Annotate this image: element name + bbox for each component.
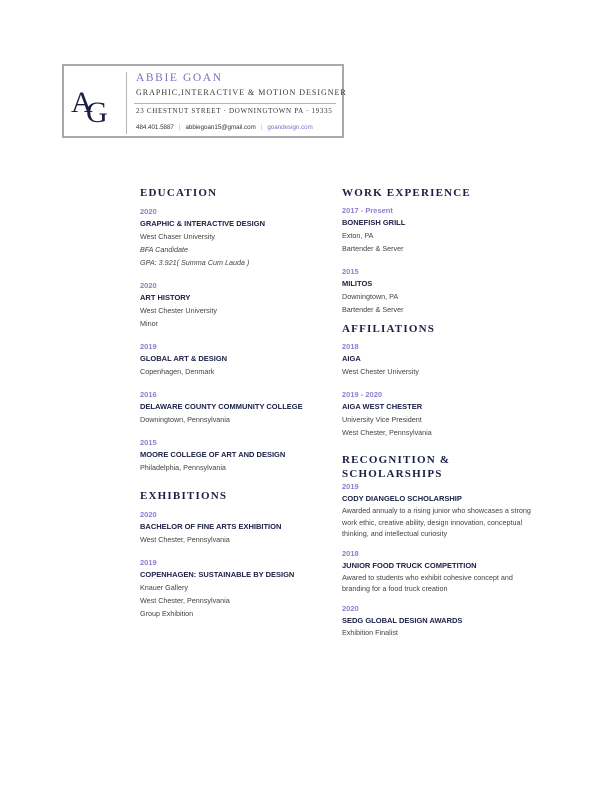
entry-line: Minor (140, 319, 158, 328)
entry-line: BFA Candidate (140, 245, 188, 254)
entry-year: 2016 (140, 390, 157, 399)
contact-separator: | (260, 124, 263, 131)
entry-line: Downingtown, Pennsylvania (140, 415, 230, 424)
entry-name: MILITOS (342, 279, 373, 288)
entry-year: 2020 (140, 510, 157, 519)
entry-year: 2019 - 2020 (342, 390, 383, 399)
header-website[interactable]: goandesign.com (267, 124, 313, 131)
entry-line: Philadelphia, Pennsylvania (140, 463, 226, 472)
entry-line: GPA: 3.921( Summa Cum Lauda ) (140, 258, 250, 267)
education-entry (140, 341, 340, 378)
recognition-entry (342, 603, 542, 639)
entry-year: 2019 (342, 482, 359, 491)
entry-year: 2019 (140, 558, 157, 567)
entry-line: Bartender & Server (342, 244, 404, 253)
work-entry (342, 205, 542, 255)
header-phone: 484.401.5887 (136, 124, 174, 131)
recognition-entry (342, 548, 542, 595)
education-entry (140, 389, 340, 426)
entry-year: 2018 (342, 342, 359, 351)
entry-year: 2020 (140, 281, 157, 290)
entry-name: CODY DIANGELO SCHOLARSHIP (342, 494, 462, 503)
entry-line: West Chester University (140, 306, 217, 315)
header-vertical-divider (126, 72, 127, 134)
entry-name: BONEFISH GRILL (342, 218, 406, 227)
exhibitions-heading: EXHIBITIONS (140, 490, 228, 502)
education-entry (140, 206, 340, 269)
entry-name: ART HISTORY (140, 293, 191, 302)
entry-name: MOORE COLLEGE OF ART AND DESIGN (140, 450, 286, 459)
left-column (140, 186, 340, 631)
entry-line: West Chester, Pennsylvania (342, 428, 432, 437)
entry-name: BACHELOR OF FINE ARTS EXHIBITION (140, 522, 282, 531)
contact-separator: | (178, 124, 181, 131)
entry-line: West Chaser University (140, 232, 215, 241)
svg-text:G: G (86, 96, 108, 128)
work-entry (342, 266, 542, 316)
entry-name: GLOBAL ART & DESIGN (140, 354, 228, 363)
recognition-heading-line1: RECOGNITION & (342, 454, 451, 466)
affiliation-entry (342, 389, 542, 439)
entry-name: GRAPHIC & INTERACTIVE DESIGN (140, 219, 266, 228)
entry-year: 2015 (140, 438, 157, 447)
entry-name: SEDG GLOBAL DESIGN AWARDS (342, 615, 463, 625)
recognition-heading (342, 453, 542, 481)
entry-name: AIGA (342, 354, 361, 363)
entry-name: DELAWARE COUNTY COMMUNITY COLLEGE (140, 402, 303, 411)
exhibition-entry (140, 509, 340, 546)
entry-line: West Chester, Pennsylvania (140, 535, 230, 544)
header-horizontal-divider (134, 103, 336, 104)
education-heading: EDUCATION (140, 187, 218, 199)
right-column (342, 186, 542, 649)
entry-line: Exton, PA (342, 231, 374, 240)
education-entry (140, 280, 340, 330)
entry-line: Knauer Gallery (140, 583, 188, 592)
entry-name: AIGA WEST CHESTER (342, 402, 423, 411)
recognition-entry (342, 481, 542, 540)
entry-name: JUNIOR FOOD TRUCK COMPETITION (342, 560, 477, 570)
header-contact-line (136, 124, 313, 131)
svg-text:A: A (71, 86, 93, 119)
entry-line: Downingtown, PA (342, 292, 399, 301)
entry-year: 2018 (342, 548, 359, 558)
entry-line: University Vice President (342, 415, 422, 424)
affiliation-entry (342, 341, 542, 378)
entry-year: 2019 (140, 342, 157, 351)
entry-year: 2015 (342, 267, 359, 276)
header-job-title: GRAPHIC,INTERACTIVE & MOTION DESIGNER (136, 88, 347, 97)
header-email[interactable]: abbiegoan15@gmail.com (185, 124, 256, 131)
entry-line: West Chester, Pennsylvania (140, 596, 230, 605)
affiliations-heading: AFFILIATIONS (342, 323, 436, 335)
entry-year: 2017 - Present (342, 206, 393, 215)
entry-line: West Chester University (342, 367, 419, 376)
entry-description: Awarded annualy to a rising junior who showcases a strong work ethic, creative ability, design innovation, conceptual thinking, and intellectual curiosity (342, 506, 531, 538)
entry-line: Group Exhibition (140, 609, 194, 618)
entry-description: Exhibition Finalist (342, 627, 398, 637)
entry-description: Awared to students who exhibit cohesive concept and branding for a food truck creation (342, 572, 513, 593)
recognition-heading-line2: SCHOLARSHIPS (342, 468, 443, 480)
entry-year: 2020 (342, 603, 359, 613)
entry-name: COPENHAGEN: SUSTAINABLE BY DESIGN (140, 570, 295, 579)
header-box (62, 64, 347, 138)
exhibition-entry (140, 557, 340, 620)
work-experience-heading: WORK EXPERIENCE (342, 187, 471, 199)
entry-line: Copenhagen, Denmark (140, 367, 215, 376)
education-entry (140, 437, 340, 474)
header-address: 23 CHESTNUT STREET · DOWNINGTOWN PA · 19335 (136, 107, 333, 115)
header-name: ABBIE GOAN (136, 72, 223, 84)
ag-monogram-logo (69, 78, 119, 128)
entry-line: Bartender & Server (342, 305, 404, 314)
entry-year: 2020 (140, 207, 157, 216)
